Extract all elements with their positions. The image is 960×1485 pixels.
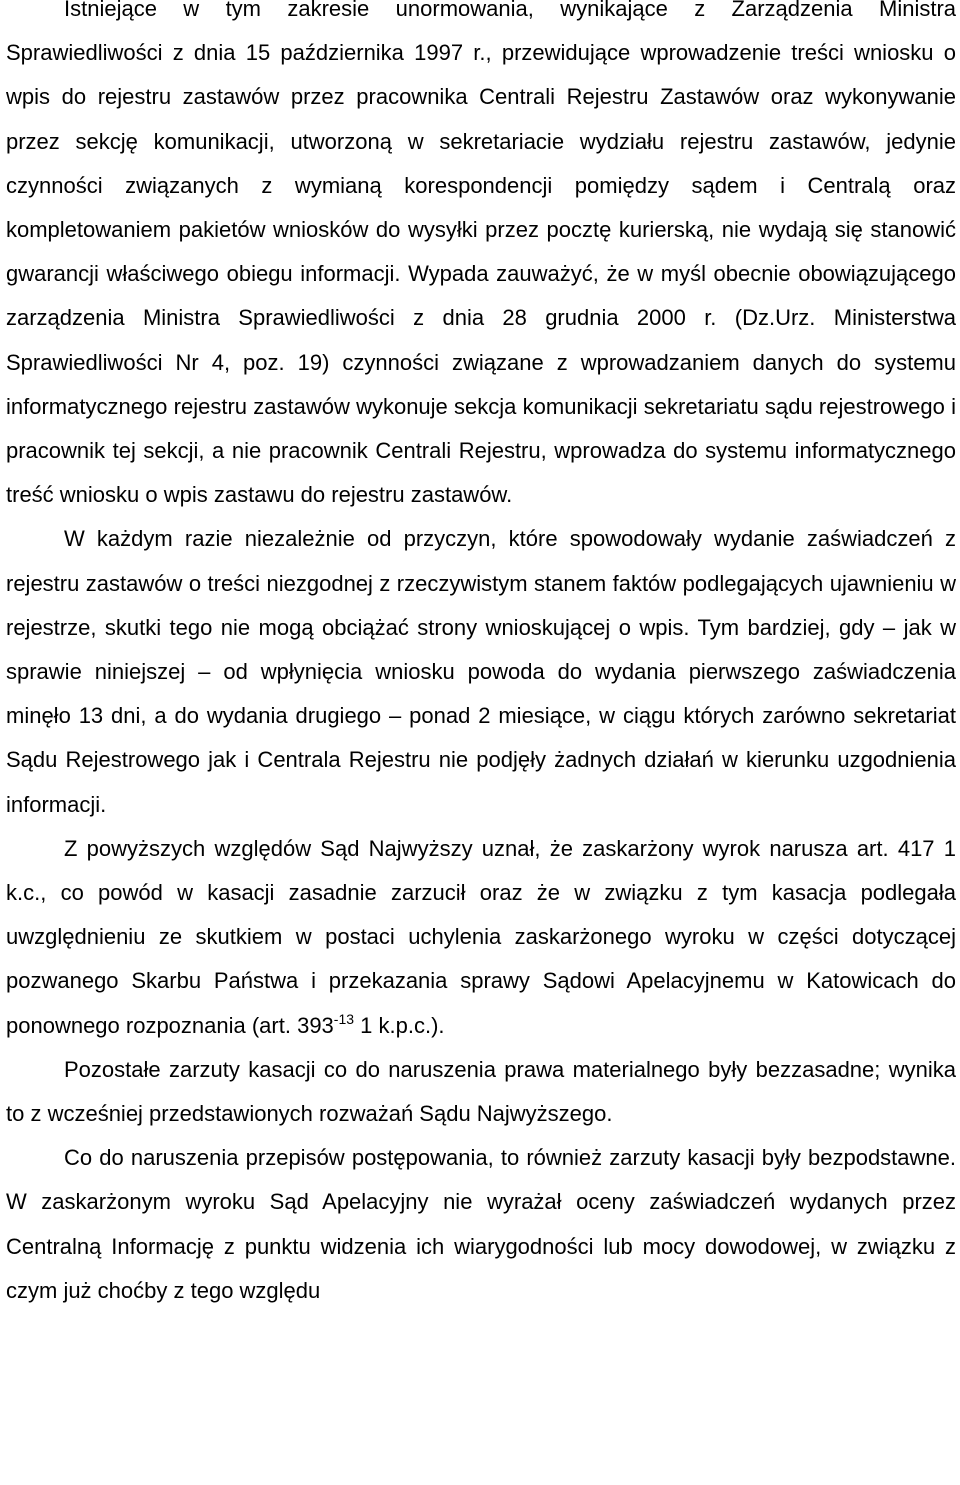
paragraph-5: Co do naruszenia przepisów postępowania, to również zarzuty kasacji były bezpodstawne. W zaskarżonym wyroku Sąd Apelacyjny nie wyrażał oceny zaświadczeń wydanych przez Centralną Informację z punktu widzenia ich wiarygodności lub mocy dowodowej, w związku z czym już choćby z tego względu	[6, 1145, 956, 1303]
paragraph-4: Pozostałe zarzuty kasacji co do naruszenia prawa materialnego były bezzasadne; wynika to z wcześniej przedstawionych rozważań Sądu Najwyższego.	[6, 1056, 956, 1127]
article-superscript: -13	[333, 1010, 355, 1027]
paragraph-3-tail: 1 k.p.c.).	[354, 1012, 445, 1038]
paragraph-2: W każdym razie niezależnie od przyczyn, które spowodowały wydanie zaświadczeń z rejestru zastawów o treści niezgodnej z rzeczywistym stanem faktów podlegających ujawnieniu w rejestrze, skutki tego nie mogą obciążać strony wnioskującej o wpis. Tym bardziej, gdy – jak w sprawie niniejszej – od wpłynięcia wniosku powoda do wydania pierwszego zaświadczenia minęło 13 dni, a do wydania drugiego – ponad 2 miesiące, w ciągu których zarówno sekretariat Sądu Rejestrowego jak i Centrala Rejestru nie podjęły żadnych działań w kierunku uzgodnienia informacji.	[6, 526, 956, 817]
paragraph-1: Istniejące w tym zakresie unormowania, wynikające z Zarządzenia Ministra Sprawiedliwości z dnia 15 października 1997 r., przewidujące wprowadzenie treści wniosku o wpis do rejestru zastawów przez pracownika Centrali Rejestru Zastawów oraz wykonywanie przez sekcję komunikacji, utworzoną w sekretariacie wydziału rejestru zastawów, jedynie czynności związanych z wymianą korespondencji pomiędzy sądem i Centralą oraz kompletowaniem pakietów wniosków do wysyłki przez pocztę kurierską, nie wydają się stanowić gwarancji właściwego obiegu informacji. Wypada zauważyć, że w myśl obecnie obowiązującego zarządzenia Ministra Sprawiedliwości z dnia 28 grudnia 2000 r. (Dz.Urz. Ministerstwa Sprawiedliwości Nr 4, poz. 19) czynności związane z wprowadzaniem danych do systemu informatycznego rejestru zastawów wykonuje sekcja komunikacji sekretariatu sądu rejestrowego i pracownik tej sekcji, a nie pracownik Centrali Rejestru, wprowadza do systemu informatycznego treść wniosku o wpis zastawu do rejestru zastawów.	[6, 0, 956, 508]
document-page	[6, 0, 956, 1313]
paragraph-3-text: Z powyższych względów Sąd Najwyższy uznał, że zaskarżony wyrok narusza art. 417 1 k.c., co powód w kasacji zasadnie zarzucił oraz że w związku z tym kasacja podlegała uwzględnieniu ze skutkiem w postaci uchylenia zaskarżonego wyroku w części dotyczącej pozwanego Skarbu Państwa i przekazania sprawy Sądowi Apelacyjnemu w Katowicach do ponownego rozpoznania (art. 393	[6, 835, 956, 1038]
paragraph-3	[6, 827, 956, 1048]
